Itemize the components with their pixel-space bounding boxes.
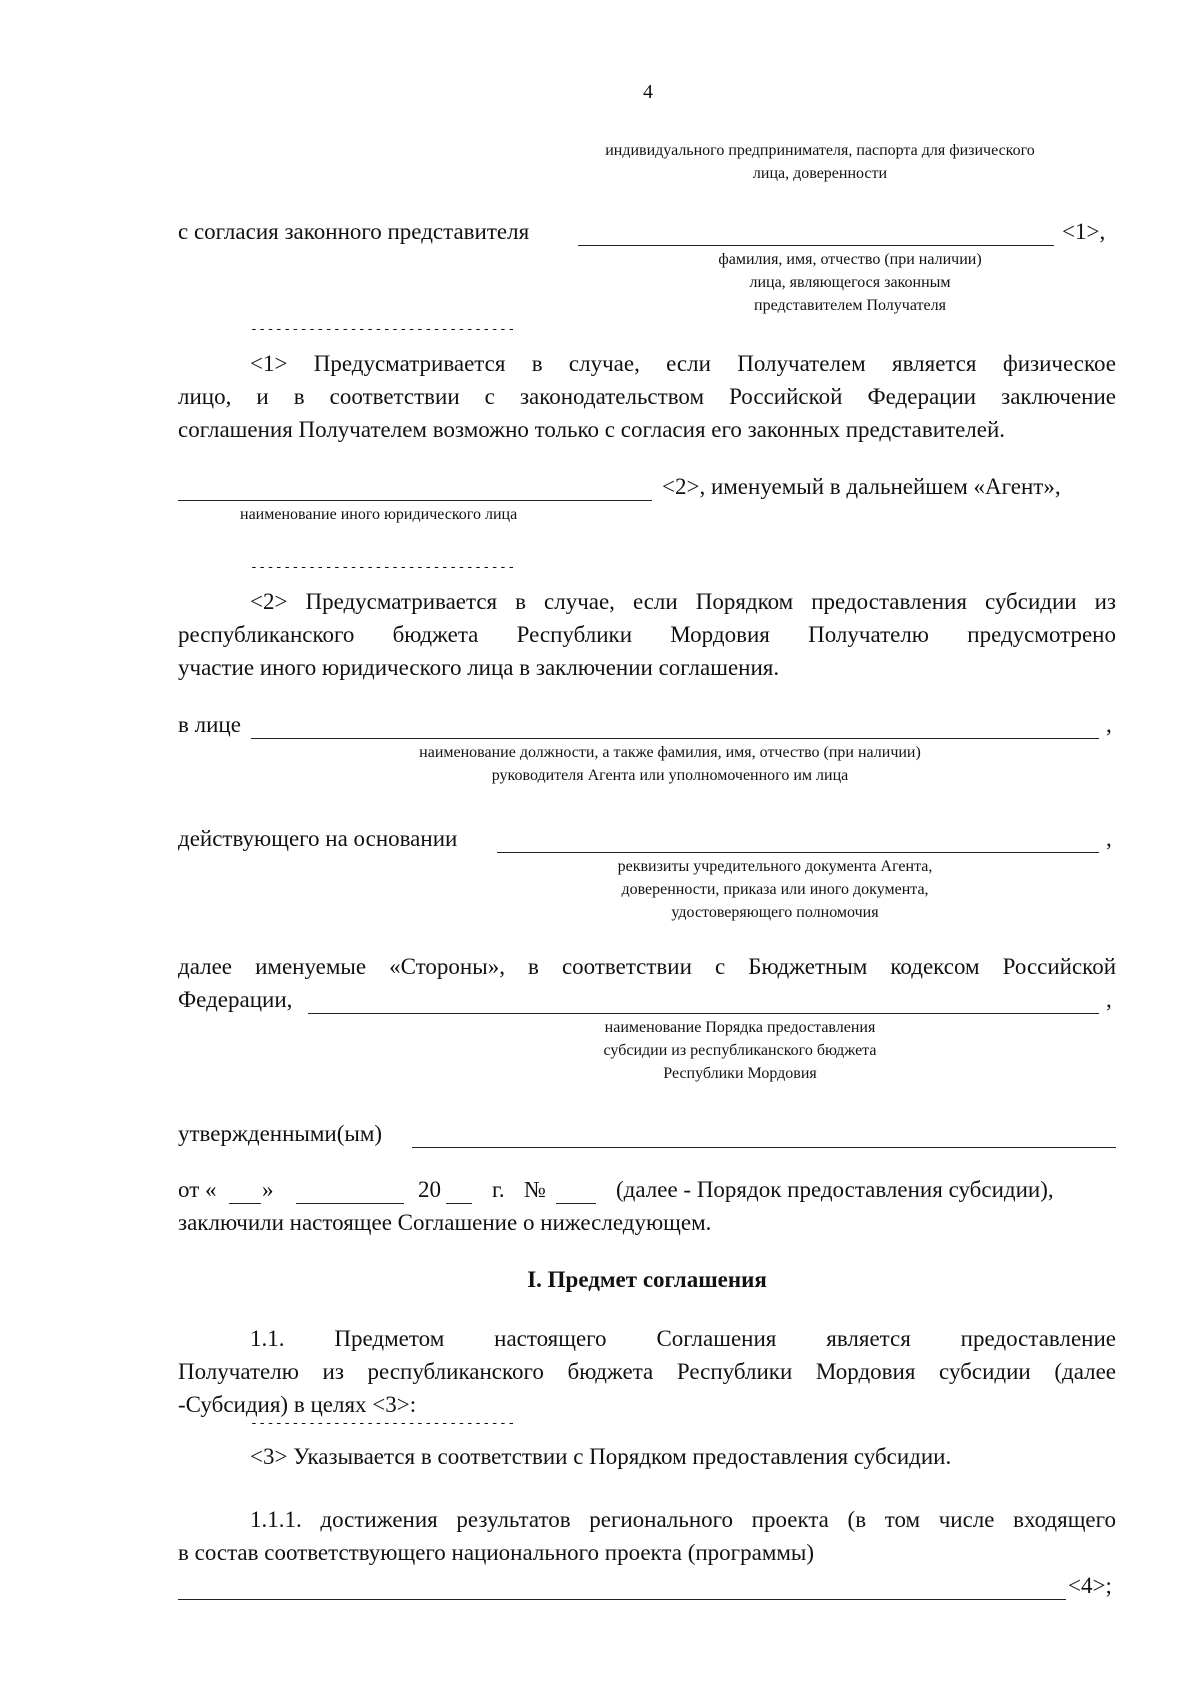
footnote-2-line3: участие иного юридического лица в заключении соглашения. bbox=[178, 655, 780, 680]
acting-caption-line1: реквизиты учредительного документа Агента, bbox=[617, 858, 933, 875]
footnote-2 bbox=[178, 585, 1116, 684]
date-number-sign: № bbox=[524, 1177, 546, 1202]
date-day-blank bbox=[229, 1203, 261, 1204]
top-caption-line1: индивидуального предпринимателя, паспорта для физического bbox=[605, 142, 1035, 159]
clause-1-1-line2: Получателю из республиканского бюджета Республики Мордовия субсидии (далее bbox=[178, 1359, 1116, 1384]
acting-caption-line3: удостоверяющего полномочия bbox=[671, 904, 879, 921]
agent-name-blank bbox=[178, 500, 652, 501]
consent-caption-line2: лица, являющегося законным bbox=[749, 274, 951, 291]
footnote-separator: -------------------------------- bbox=[250, 560, 516, 575]
parties-caption-line3: Республики Мордовия bbox=[663, 1065, 817, 1082]
clause-1-1-1-line2: в состав соответствующего национального проекта (программы) bbox=[178, 1540, 815, 1565]
in-person-caption-line1: наименование должности, а также фамилия, имя, отчество (при наличии) bbox=[419, 744, 921, 761]
parties-blank bbox=[308, 1013, 1099, 1014]
top-caption bbox=[540, 139, 1100, 185]
in-person-caption-line2: руководителя Агента или уполномоченного им лица bbox=[491, 767, 849, 784]
clause-1-1 bbox=[178, 1322, 1116, 1421]
parties-caption bbox=[540, 1016, 940, 1085]
clause-1-1-line1: 1.1. Предметом настоящего Соглашения является предоставление bbox=[250, 1326, 1116, 1351]
clause-1-1-1-end: <4>; bbox=[1068, 1573, 1112, 1598]
top-caption-line2: лица, доверенности bbox=[752, 165, 888, 182]
clause-1-1-line3: -Субсидия) в целях <3>: bbox=[178, 1392, 417, 1417]
parties-caption-line1: наименование Порядка предоставления bbox=[604, 1019, 876, 1036]
date-year-suffix: г. bbox=[492, 1177, 505, 1202]
footnote-1-line3: соглашения Получателем возможно только с согласия его законных представителей. bbox=[178, 417, 1006, 442]
parties-comma: , bbox=[1106, 987, 1112, 1012]
parties-line2-label: Федерации, bbox=[178, 987, 293, 1012]
clause-1-1-1 bbox=[178, 1503, 1116, 1569]
acting-caption bbox=[535, 855, 1015, 924]
date-line2: заключили настоящее Соглашение о нижеследующем. bbox=[178, 1210, 712, 1235]
footnote-1 bbox=[178, 347, 1116, 446]
footnote-1-line2: лицо, и в соответствии с законодательством Российской Федерации заключение bbox=[178, 384, 1116, 409]
agent-text: <2>, именуемый в дальнейшем «Агент», bbox=[662, 474, 1061, 499]
acting-label: действующего на основании bbox=[178, 826, 458, 851]
in-person-blank bbox=[251, 738, 1099, 739]
date-rest: (далее - Порядок предоставления субсидии), bbox=[616, 1177, 1054, 1202]
consent-note-ref: <1>, bbox=[1062, 219, 1106, 244]
date-number-blank bbox=[556, 1203, 596, 1204]
footnote-3: <3> Указывается в соответствии с Порядком предоставления субсидии. bbox=[250, 1444, 952, 1469]
consent-caption-line1: фамилия, имя, отчество (при наличии) bbox=[718, 251, 982, 268]
acting-caption-line2: доверенности, приказа или иного документа, bbox=[621, 881, 929, 898]
page-number: 4 bbox=[643, 81, 653, 103]
in-person-caption bbox=[330, 741, 1010, 787]
approved-label: утвержденными(ым) bbox=[178, 1121, 383, 1146]
parties-caption-line2: субсидии из республиканского бюджета bbox=[603, 1042, 877, 1059]
in-person-label: в лице bbox=[178, 712, 241, 737]
clause-1-1-1-line1: 1.1.1. достижения результатов регионального проекта (в том числе входящего bbox=[250, 1507, 1116, 1532]
acting-blank bbox=[497, 852, 1099, 853]
footnote-separator: -------------------------------- bbox=[250, 1416, 516, 1431]
footnote-separator: -------------------------------- bbox=[250, 322, 516, 337]
date-year: 20 bbox=[418, 1177, 441, 1202]
agent-caption: наименование иного юридического лица bbox=[240, 506, 518, 523]
in-person-comma: , bbox=[1106, 712, 1112, 737]
consent-label: с согласия законного представителя bbox=[178, 219, 530, 244]
date-month-blank bbox=[296, 1203, 404, 1204]
date-ot: от « bbox=[178, 1177, 217, 1202]
consent-caption-line3: представителем Получателя bbox=[754, 297, 946, 314]
footnote-2-line2: республиканского бюджета Республики Мордовия Получателю предусмотрено bbox=[178, 622, 1116, 647]
clause-1-1-1-blank bbox=[178, 1599, 1066, 1600]
approved-blank bbox=[412, 1147, 1116, 1148]
parties-line1: далее именуемые «Стороны», в соответствии с Бюджетным кодексом Российской bbox=[178, 954, 1116, 979]
footnote-1-line1: <1> Предусматривается в случае, если Получателем является физическое bbox=[250, 351, 1116, 376]
date-close-quote: » bbox=[262, 1177, 274, 1202]
footnote-2-line1: <2> Предусматривается в случае, если Порядком предоставления субсидии из bbox=[250, 589, 1116, 614]
consent-caption bbox=[600, 248, 1100, 317]
acting-comma: , bbox=[1106, 826, 1112, 851]
date-year-blank bbox=[446, 1203, 472, 1204]
section-title: I. Предмет соглашения bbox=[527, 1267, 767, 1292]
consent-blank bbox=[578, 245, 1054, 246]
